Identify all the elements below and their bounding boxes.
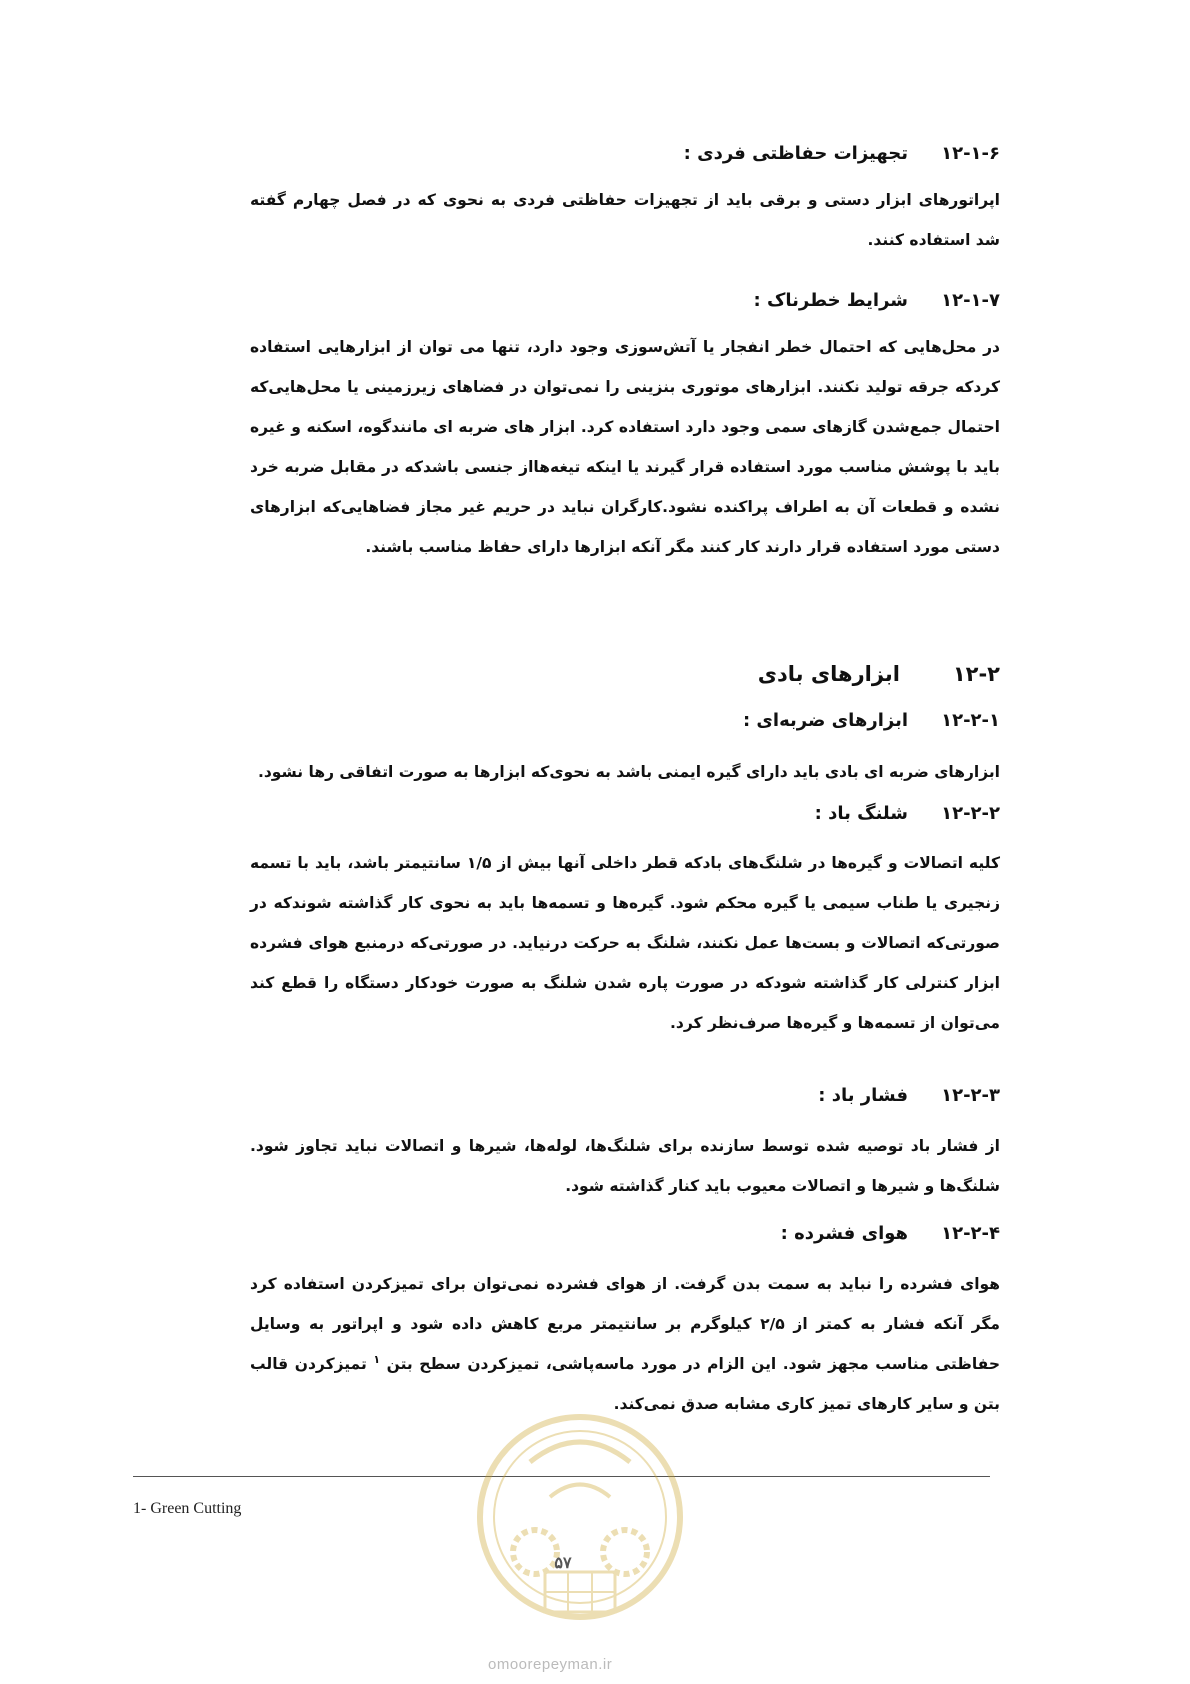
section-title: ابزارهای بادی: [757, 662, 900, 686]
paragraph-text: تمیزکردن قالب بتن و سایر کارهای تمیز کاری مشابه صدق نمی‌کند.: [250, 1355, 1000, 1413]
body-paragraph: [250, 1264, 1000, 1424]
footnote-marker: ۱: [373, 1352, 381, 1366]
section-number: ۱۲-۲: [952, 662, 1000, 686]
section-number: ۱۲-۱-۷: [941, 290, 1000, 311]
section-title: فشار باد :: [818, 1085, 908, 1106]
section-heading: [743, 710, 1000, 731]
body-paragraph: ابزارهای ضربه ای بادی باید دارای گیره ایمنی باشد به نحوی‌که ابزارها به صورت اتفاقی رها نشود.: [257, 763, 1000, 781]
body-paragraph: در محل‌هایی که احتمال خطر انفجار یا آتش‌سوزی وجود دارد، تنها می توان از ابزارهایی استفاده کردکه جرقه تولید نکنند. ابزارهای موتوری بنزینی را نمی‌توان در فضاهای زیرزمینی یا محل‌هایی‌که احتمال جمع‌شدن گازهای سمی وجود دارد استفاده کرد. ابزار های ضربه ای مانندگوه، اسکنه و غیره باید با پوشش مناسب مورد استفاده قرار گیرند یا اینکه تیغه‌هااز جنسی باشدکه در مقابل ضربه خرد نشده و قطعات آن به اطراف پراکنده نشود.کارگران نباید در حریم غیر مجاز فضاهایی‌که ابزارهای دستی مورد استفاده قرار دارند کار کنند مگر آنکه ابزارها دارای حفاظ مناسب باشند.: [250, 338, 1000, 556]
section-title: هوای فشرده :: [780, 1223, 908, 1244]
section-title: تجهیزات حفاظتی فردی :: [683, 143, 908, 164]
page-number: ۵۷: [554, 1553, 572, 1572]
body-paragraph: اپراتورهای ابزار دستی و برقی باید از تجهیزات حفاظتی فردی به نحوی که در فصل چهارم گفته شد استفاده کنند.: [250, 191, 1000, 249]
section-number: ۱۲-۲-۲: [941, 803, 1000, 824]
watermark-seal-icon: [470, 1402, 690, 1632]
watermark-text: omoorepeyman.ir: [488, 1656, 613, 1673]
section-number: ۱۲-۱-۶: [941, 143, 1000, 164]
section-title: ابزارهای ضربه‌ای :: [742, 710, 908, 731]
section-number: ۱۲-۲-۱: [941, 710, 1000, 731]
chapter-heading: [758, 662, 1000, 686]
section-heading: [781, 1223, 1000, 1244]
body-paragraph: کلیه اتصالات و گیره‌ها در شلنگ‌های بادکه قطر داخلی آنها بیش از ۱/۵ سانتیمتر باشد، باید با تسمه زنجیری یا طناب سیمی یا گیره محکم شود. گیره‌ها و تسمه‌ها باید به نحوی کار گذاشته شوندکه در صورتی‌که اتصالات و بست‌ها عمل نکنند، شلنگ به حرکت درنیاید. در صورتی‌که درمنبع هوای فشرده ابزار کنترلی کار گذاشته شودکه در صورت پاره شدن شلنگ به صورت خودکار دستگاه را قطع کند می‌توان از تسمه‌ها و گیره‌ها صرف‌نظر کرد.: [250, 854, 1000, 1032]
body-paragraph: از فشار باد توصیه شده توسط سازنده برای شلنگ‌ها، لوله‌ها، شیرها و اتصالات نباید تجاوز شود. شلنگ‌ها و شیرها و اتصالات معیوب باید کنار گذاشته شود.: [250, 1137, 1000, 1195]
footnote: 1- Green Cutting: [133, 1500, 242, 1517]
section-heading: [684, 143, 1000, 164]
section-heading: [818, 1085, 1000, 1106]
section-title: شرایط خطرناک :: [753, 290, 908, 311]
paragraph-text: هوای فشرده را نباید به سمت بدن گرفت. از هوای فشرده نمی‌توان برای تمیزکردن استفاده کرد مگر آنکه فشار به کمتر از ۲/۵ کیلوگرم بر سانتیمتر مربع کاهش داده شود و اپراتور به وسایل حفاظتی مناسب مجهز شود. این الزام در مورد ماسه‌پاشی، تمیزکردن سطح بتن: [250, 1275, 1000, 1373]
section-title: شلنگ باد :: [814, 803, 908, 824]
section-heading: [815, 803, 1000, 824]
section-number: ۱۲-۲-۳: [941, 1085, 1000, 1106]
section-heading: [754, 290, 1001, 311]
section-number: ۱۲-۲-۴: [941, 1223, 1000, 1244]
